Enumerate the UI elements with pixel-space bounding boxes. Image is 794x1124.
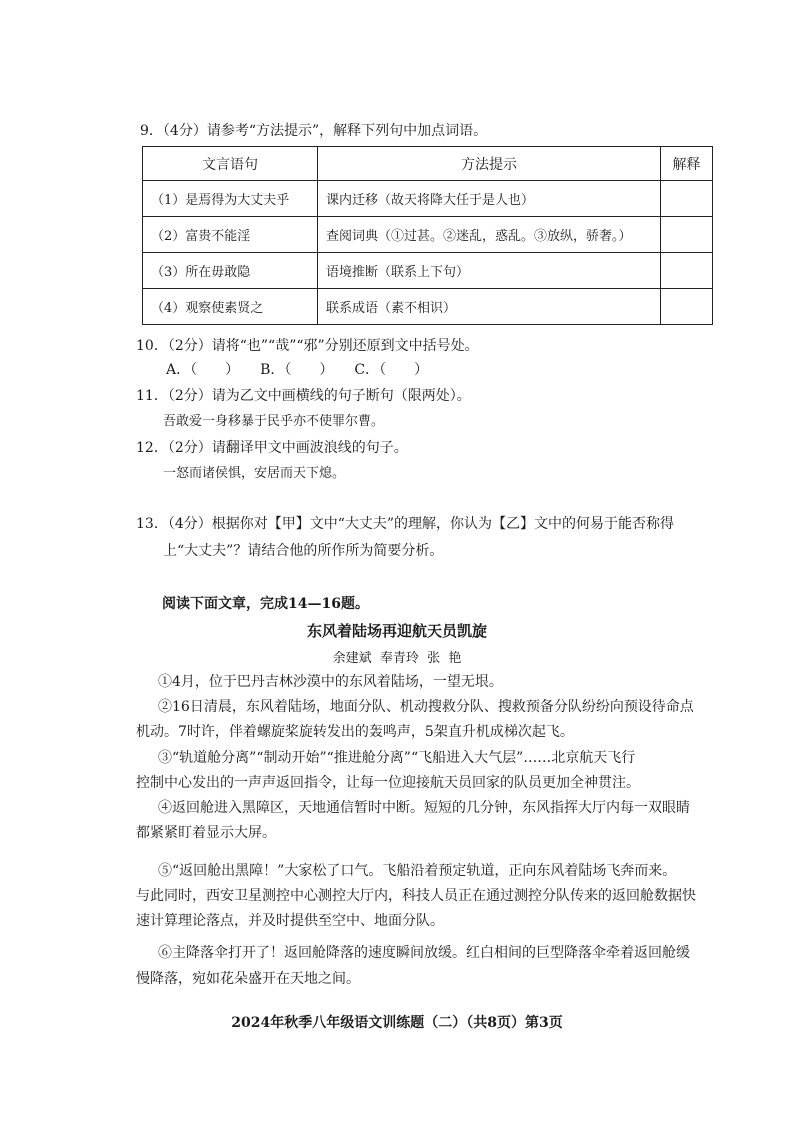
row-hint: 查阅词典（①过甚。②迷乱，惑乱。③放纵，骄奢。） [318,217,661,253]
q10-options: A．（ ） B．（ ） C．（ ） [166,362,429,378]
row-answer-cell[interactable] [661,181,713,217]
article-line: 控制中心发出的一声声返回指令，让每一位迎接航天员回家的队员更加全神贯注。 [136,775,640,791]
header-sentence: 文言语句 [143,147,318,181]
article-line: 慢降落，宛如花朵盛开在天地之间。 [136,971,360,987]
page-footer: 2024年秋季八年级语文训练题（二）（共8页）第3页 [231,1015,563,1031]
table-row [143,289,713,325]
q13-line2: 上“大丈夫”？请结合他的所作所为简要分析。 [163,543,444,559]
row-answer-cell[interactable] [661,217,713,253]
article-line: 与此同时，西安卫星测控中心测控大厅内，科技人员正在通过测控分队传来的返回舱数据快 [136,888,696,904]
article-line: 速计算理论落点，并及时提供至空中、地面分队。 [136,913,444,929]
table-row [143,253,713,289]
q11-stem: 11．（2分）请为乙文中画横线的句子断句（限两处）。 [136,388,471,404]
row-hint: 联系成语（素不相识） [318,289,661,325]
q10-stem: 10．（2分）请将“也”“哉”“邪”分别还原到文中括号处。 [136,338,479,354]
table-row [143,181,713,217]
article-line: 机动。7时许，伴着螺旋桨旋转发出的轰鸣声，5架直升机成梯次起飞。 [136,724,574,740]
row-sentence: （3）所在毋敢隐 [143,253,318,289]
row-sentence: （1）是焉得为大丈夫乎 [143,181,318,217]
article-line: ①4月，位于巴丹吉林沙漠中的东风着陆场，一望无垠。 [158,674,503,690]
article-line: ⑥主降落伞打开了！返回舱降落的速度瞬间放缓。红白相间的巨型降落伞牵着返回舱缓 [158,945,690,961]
row-answer-cell[interactable] [661,289,713,325]
table-header-row [143,147,713,181]
q12-stem: 12．（2分）请翻译甲文中画波浪线的句子。 [136,440,408,456]
q12-sentence: 一怒而诸侯惧，安居而天下熄。 [163,466,346,481]
reading-intro: 阅读下面文章，完成14—16题。 [162,596,369,612]
q13-line1: 13．（4分）根据你对【甲】文中“大丈夫”的理解，你认为【乙】文中的何易于能否称得 [136,516,675,532]
article-line: ④返回舱进入黑障区，天地通信暂时中断。短短的几分钟，东风指挥大厅内每一双眼睛 [158,800,690,816]
row-answer-cell[interactable] [661,253,713,289]
row-hint: 课内迁移（故天将降大任于是人也） [318,181,661,217]
header-hint: 方法提示 [318,147,661,181]
article-line: ③“轨道舱分离”“制动开始”“推进舱分离”“飞船进入大气层”……北京航天飞行 [158,750,636,766]
row-hint: 语境推断（联系上下句） [318,253,661,289]
article-title: 东风着陆场再迎航天员凯旋 [306,622,487,640]
q11-sentence: 吾敢爱一身移暴于民乎亦不使罪尔曹。 [163,414,385,429]
row-sentence: （2）富贵不能淫 [143,217,318,253]
q9-table [142,146,713,325]
table-row [143,217,713,253]
article-line: 都紧紧盯着显示大屏。 [136,825,276,841]
article-line: ⑤“返回舱出黑障！”大家松了口气。飞船沿着预定轨道，正向东风着陆场飞奔而来。 [158,863,677,879]
article-authors: 余建斌 奉青玲 张 艳 [332,651,462,666]
row-sentence: （4）观察使素贤之 [143,289,318,325]
q9-stem: 9．（4分）请参考“方法提示”，解释下列句中加点词语。 [140,123,488,139]
header-explanation: 解释 [661,147,713,181]
article-line: ②16日清晨，东风着陆场，地面分队、机动搜救分队、搜救预备分队纷纷向预设待命点 [158,699,694,715]
